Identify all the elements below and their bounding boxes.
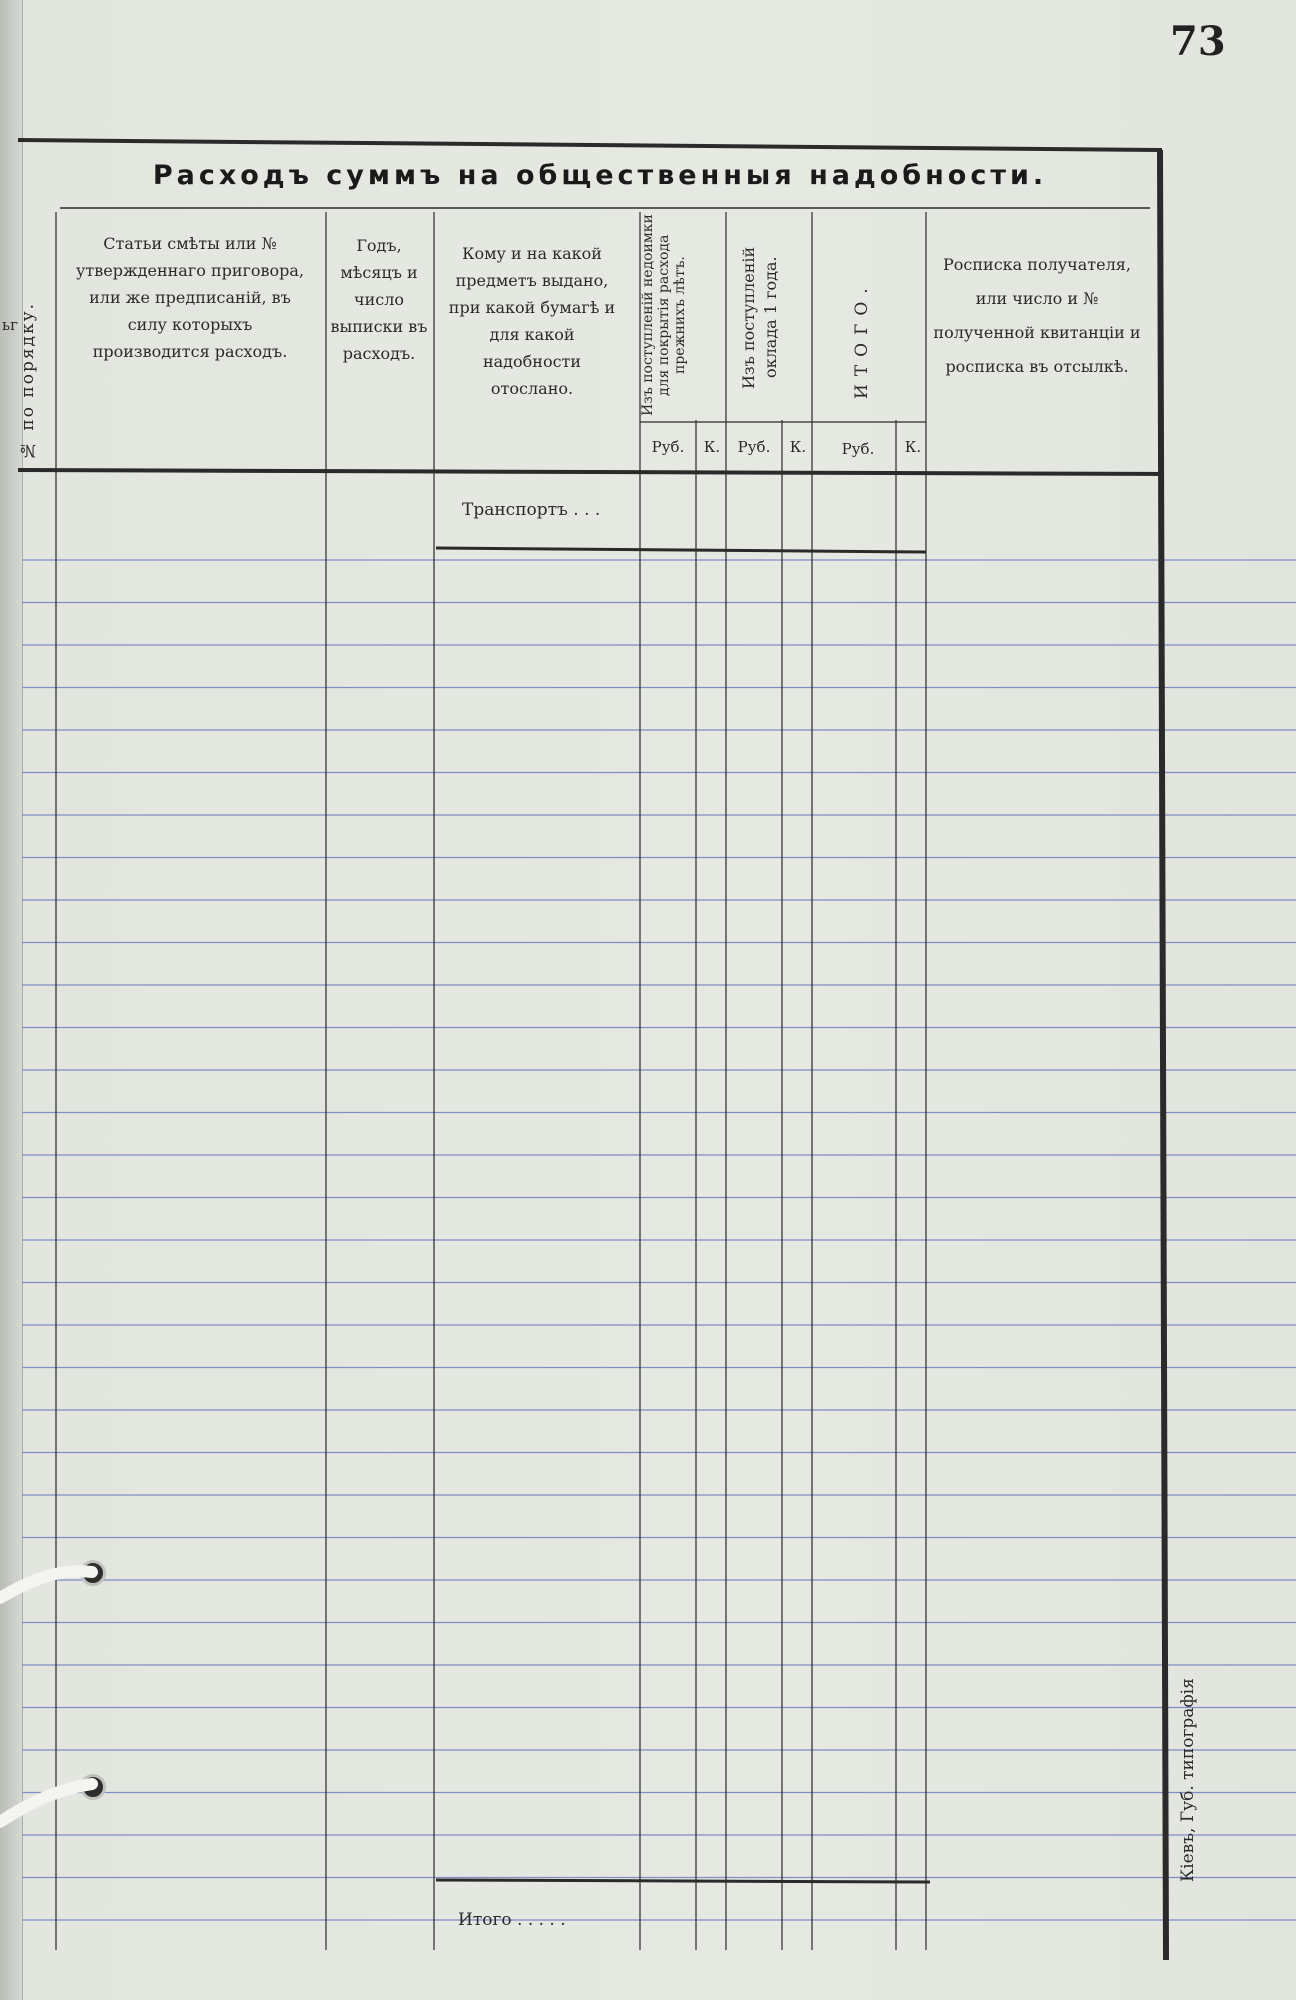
carry-forward-rule [436,548,926,552]
unit-kop-total: К. [904,438,922,456]
header-bottom-rule [18,470,1162,474]
header-articles: Статьи смѣты или № утвержденнаго приговора, или же предписаній, въ силу которыхъ производится расходъ. [75,234,305,361]
frame-top [18,140,1162,150]
frame-right [1160,150,1166,1960]
page-title: Расходъ суммъ на общественныя надобности. [152,160,1048,191]
unit-rub-total: Руб. [841,440,875,458]
carry-forward-label: Транспортъ . . . [462,500,601,520]
total-rule [436,1880,930,1882]
header-total: ИТОГО. [852,280,872,400]
row-number-column-label: № по порядку. [18,301,38,460]
header-arrears: Изъ поступленій недоимки для покрытія расхода прежнихъ лѣтъ. [640,214,688,416]
header-recipient: Кому и на какой предметъ выдано, при какой бумагѣ и для какой надобности отослано. [448,244,616,398]
unit-rub-arrears: Руб. [651,438,685,456]
header-receipt: Росписка получателя, или число и № полученной квитанціи и росписка въ отсылкѣ. [933,255,1141,376]
side-fragment: ьг [2,316,19,334]
page-number: 73 [1170,18,1226,65]
total-label: Итого . . . . . [458,1910,566,1930]
printer-imprint: Кіевъ, Губ. типографія [1178,1678,1198,1882]
header-date: Годъ, мѣсяцъ и число выписки въ расходъ. [330,236,428,363]
header-current-year: Изъ поступленій оклада 1 года. [739,246,780,389]
unit-kop-current: К. [789,438,807,456]
unit-kop-arrears: К. [703,438,721,456]
binding-string [0,1540,110,1860]
unit-rub-current: Руб. [737,438,771,456]
